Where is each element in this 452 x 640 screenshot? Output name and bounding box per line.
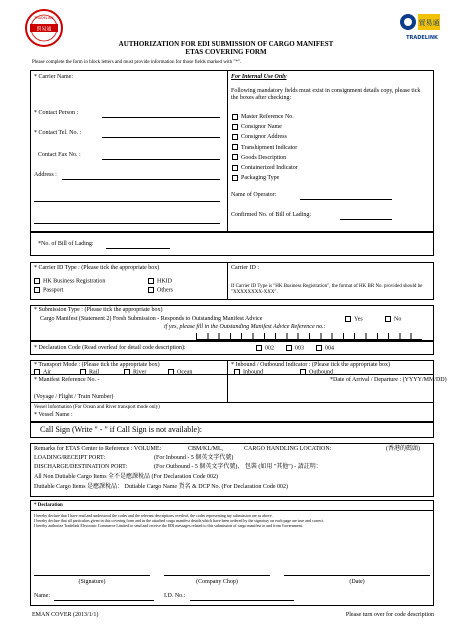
name-label: Name: (34, 593, 50, 599)
date-line[interactable] (284, 575, 430, 576)
form-subtitle: ETAS COVERING FORM (185, 48, 267, 56)
remarks-discharge-port: DISCHARGE/DESTINATION PORT: (34, 464, 128, 470)
no-option[interactable]: No (385, 316, 401, 323)
check-item[interactable]: Transhipment Indicator (232, 143, 298, 153)
internal-checklist (232, 112, 298, 183)
address-field-3[interactable] (34, 223, 220, 224)
form-instructions: Please complete the form in block letters and must provide information for those fields marked with "*". (32, 60, 242, 65)
operator-label: Name of Operator: (231, 192, 277, 198)
remarks-discharge-note: (For Outbound - 5 個英文字代號)， 包裝 (如用 "其他") - 請註明： (154, 464, 322, 470)
yes-option[interactable]: Yes (345, 316, 363, 323)
operator-field[interactable] (300, 199, 392, 200)
transport-mode-label: * Transport Mode : (Please tick the appropriate box) (34, 362, 160, 368)
date-label: (Date) (349, 579, 365, 585)
tradelink-brand-logo (398, 8, 442, 44)
remarks-line1-b: CBM/KL/ML, (188, 446, 224, 452)
remarks-line1-c: CARGO HANDLING LOCATION: (244, 446, 332, 452)
manifest-ref-label: * Manifest Reference No. - (34, 377, 100, 383)
checkbox[interactable] (34, 278, 40, 284)
checkbox[interactable] (168, 369, 174, 375)
mode-river[interactable]: River (124, 369, 146, 376)
divider (227, 262, 228, 300)
contact-tel-field[interactable] (102, 137, 220, 138)
mode-ocean[interactable]: Ocean (168, 369, 192, 376)
contact-tel-label: * Contact Tel. No. : (34, 130, 82, 136)
checkbox[interactable] (232, 124, 238, 130)
opt-hkid[interactable]: HKID (148, 278, 172, 285)
svg-text:TRADELINK: TRADELINK (34, 16, 54, 20)
address-field-2[interactable] (34, 201, 220, 202)
check-item[interactable]: Packaging Type (232, 173, 298, 183)
divider (30, 510, 434, 511)
id-no-label: I.D. No.: (164, 593, 186, 599)
checkbox[interactable] (256, 345, 262, 351)
check-item[interactable]: Consignor Address (232, 132, 298, 142)
code-003[interactable]: 003 (286, 345, 304, 352)
form-code: EMAN COVER (2013/1/1) (32, 612, 99, 618)
checkbox[interactable] (34, 369, 40, 375)
code-002[interactable]: 002 (256, 345, 274, 352)
opt-others[interactable]: Others (148, 287, 173, 294)
declaration-title: * Declaration (34, 503, 63, 508)
svg-text:貿易通: 貿易通 (418, 19, 440, 27)
carrier-id-type-label: * Carrier ID Type : (Please tick the appropriate box) (34, 265, 160, 271)
vessel-info-label: Vessel Information (For Ocean and River transport mode only) (34, 405, 160, 410)
divider (227, 360, 228, 402)
tradelink-seal-logo (24, 8, 64, 48)
outstanding-advice-note: if yes, please fill in the Outstanding Manifest Advice Reference no.: (164, 324, 326, 330)
checkbox[interactable] (345, 316, 351, 322)
contact-person-field[interactable] (102, 117, 220, 118)
vessel-name-label: * Vessel Name : (34, 412, 73, 418)
chop-label: (Company Chop) (196, 579, 238, 585)
remarks-loading-note: (For Inbound - 5 個英文字代號) (154, 455, 234, 461)
divider (30, 402, 434, 403)
opt-passport[interactable]: Passport (34, 287, 63, 294)
date-label: *Date of Arrival / Departure : (YYYY/MM/DD) (330, 377, 447, 383)
code-004[interactable]: 004 (316, 345, 334, 352)
mode-air[interactable]: Air (34, 369, 51, 376)
remarks-loading-port: LOADING/RECEIPT PORT: (34, 455, 106, 461)
internal-use-title: For Internal Use Only (231, 74, 287, 80)
advice-reference-boxes[interactable] (196, 333, 422, 340)
check-item[interactable]: Goods Description (232, 153, 298, 163)
contact-fax-label: Contact Fax No. : (38, 152, 81, 158)
remarks-line1-d: (香港的碼頭) (386, 446, 420, 452)
carrier-id-label: Carrier ID : (231, 265, 259, 271)
carrier-id-note: If Carrier ID Type is "HK Business Registration", the format of HK BR No. provided should be "XXXXXXXX-XXX". (231, 284, 423, 295)
checkbox[interactable] (316, 345, 322, 351)
svg-text:TRADELINK: TRADELINK (406, 35, 438, 41)
mode-rail[interactable]: Rail (80, 369, 99, 376)
inbound-option[interactable]: Inbound (234, 369, 263, 376)
voyage-label: (Voyage / Flight / Train Number) (34, 394, 114, 400)
checkbox[interactable] (232, 175, 238, 181)
checkbox[interactable] (232, 165, 238, 171)
remarks-non-dutiable: All Non Dutiable Cargo Items 全不是應課稅品 (For Declaration Code 002) (34, 474, 219, 480)
checkbox[interactable] (232, 154, 238, 160)
id-no-field[interactable] (190, 600, 294, 601)
carrier-name-label: * Carrier Name: (34, 74, 73, 80)
checkbox[interactable] (286, 345, 292, 351)
confirmed-bl-field[interactable] (340, 219, 392, 220)
check-item[interactable]: Master Reference No. (232, 112, 298, 122)
address-field-1[interactable] (62, 179, 220, 180)
signature-label: (Signature) (78, 579, 106, 585)
check-item[interactable]: Consignor Name (232, 122, 298, 132)
opt-hk-br[interactable]: HK Business Registration (34, 278, 105, 285)
checkbox[interactable] (300, 369, 306, 375)
checkbox[interactable] (232, 114, 238, 120)
checkbox[interactable] (234, 369, 240, 375)
turn-over-note: Please turn over for code description (345, 612, 434, 618)
divider (227, 70, 228, 232)
checkbox[interactable] (148, 287, 154, 293)
submission-type-label: * Submission Type : (Please tick the appropriate box) (34, 307, 163, 313)
contact-person-label: * Contact Person : (34, 110, 79, 116)
fresh-submission-text: Cargo Manifest (Statement 2) Fresh Submission - Responds to Outstanding Manifest Advice (40, 316, 263, 322)
inout-label: * Inbound / Outbound Indicator : (Please tick the appropriate box) (231, 362, 390, 368)
checkbox[interactable] (80, 369, 86, 375)
contact-fax-field[interactable] (102, 159, 220, 160)
declaration-text: I hereby declare that I have read and understood the codes and the relevant descriptions overleaf, the codes representing my submission are as above. I hereby declare that all particulars given in this covering form and in the attached cargo manifest details which have been ordered by the signatory on each page are true and correct. I hereby authorize Tradelink Electronic Commerce Limited to send and receive the EDI messages related to this submission of cargo manifest to and from Government. (34, 513, 325, 528)
checkbox[interactable] (232, 144, 238, 150)
confirmed-bl-label: Confirmed No. of Bill of Lading: (231, 212, 311, 218)
signature-line[interactable] (34, 575, 150, 576)
remarks-line1-a: Remarks for ETAS Center to Reference : VOLUME: (34, 446, 162, 452)
bills-label: *No. of Bill of Lading: (38, 241, 94, 247)
call-sign-label: Call Sign (Write " - " if Call Sign is not available): (40, 425, 202, 434)
form-title: AUTHORIZATION FOR EDI SUBMISSION OF CARGO MANIFEST (118, 40, 334, 48)
internal-note: Following mandatory fields must exist in consignment details copy, please tick the boxes after checking: (231, 88, 421, 101)
address-label: Address : (34, 172, 57, 178)
checkbox[interactable] (34, 287, 40, 293)
checkbox[interactable] (385, 316, 391, 322)
remarks-dutiable: Dutiable Cargo Items 是應課稅品： Dutiable Cargo Name 貨名 & DCP No. (For Declaration Code 002) (34, 484, 289, 490)
name-field[interactable] (54, 600, 154, 601)
chop-line[interactable] (164, 575, 270, 576)
bills-field[interactable] (106, 248, 170, 249)
svg-text:貿易通: 貿易通 (36, 26, 52, 33)
check-item[interactable]: Containerized Indicator (232, 163, 298, 173)
checkbox[interactable] (232, 134, 238, 140)
checkbox[interactable] (148, 278, 154, 284)
checkbox[interactable] (124, 369, 130, 375)
declaration-code-label: * Declaration Code (Read overleaf for detail code description): (34, 345, 186, 351)
outbound-option[interactable]: Outbound (300, 369, 333, 376)
